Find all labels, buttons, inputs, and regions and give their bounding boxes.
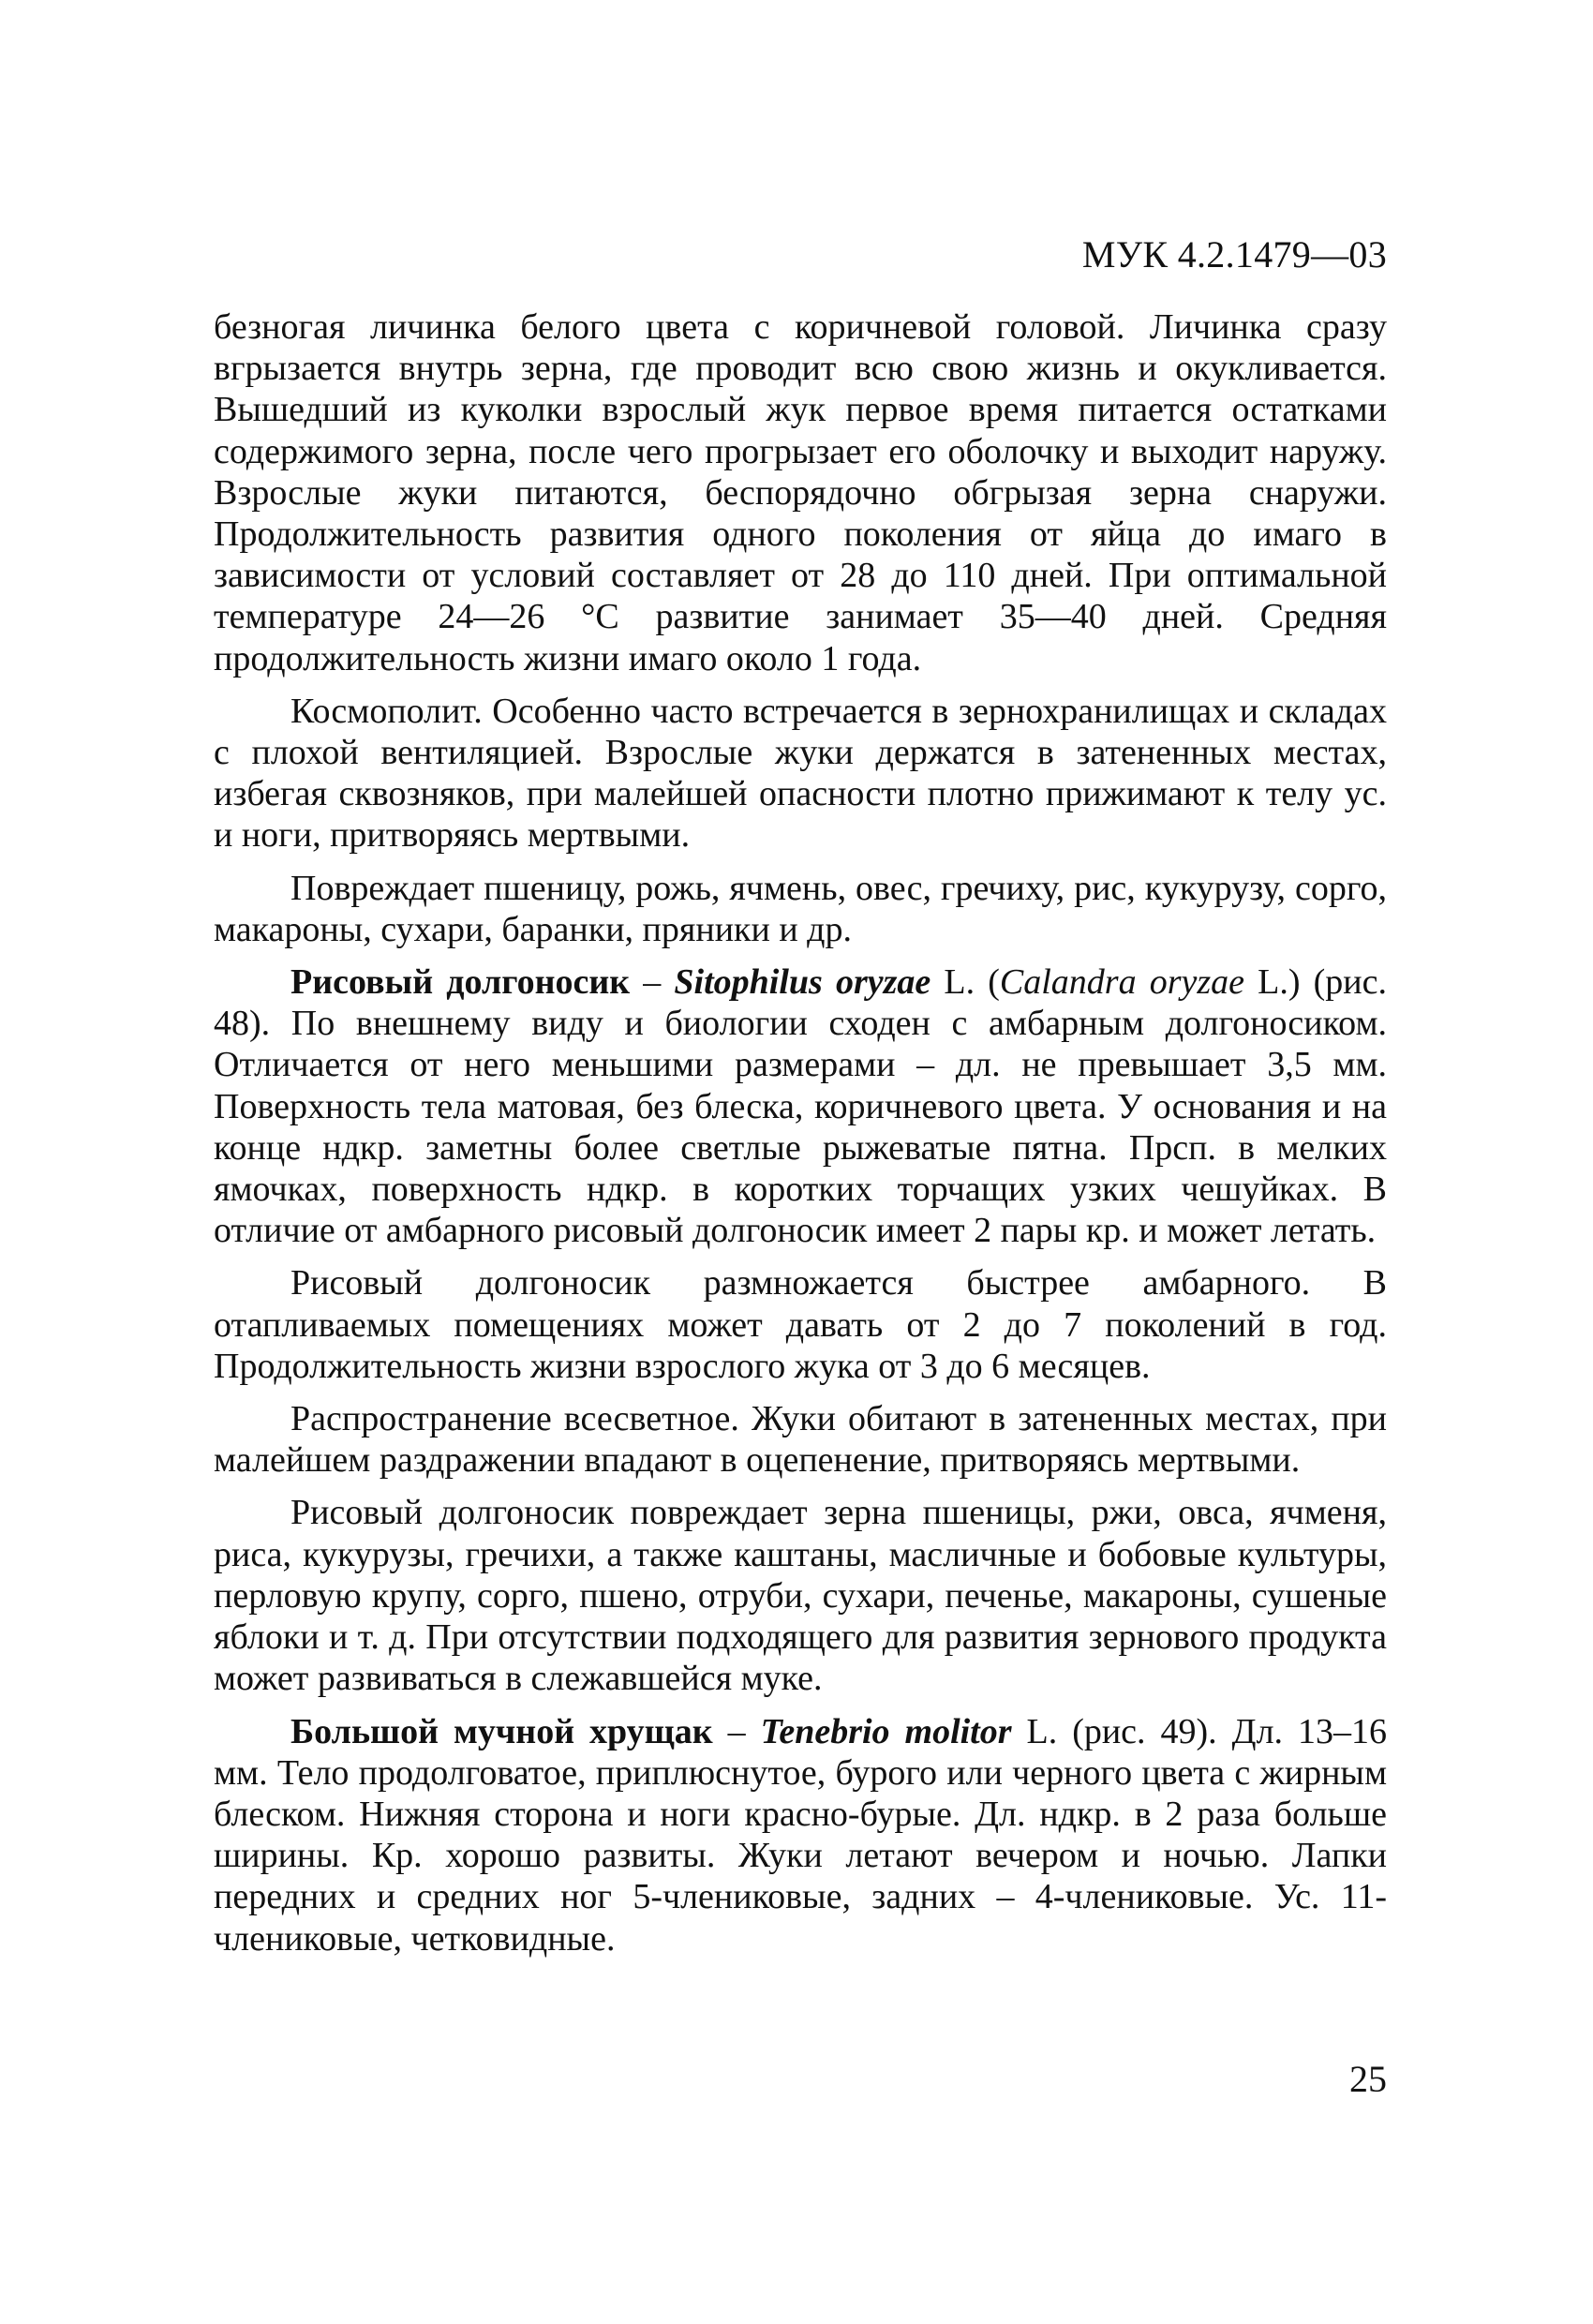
latin-name-calandra: Calandra oryzae (999, 962, 1245, 1003)
paragraph-mealworm-beetle (214, 1711, 1387, 1959)
page-number: 25 (1349, 2058, 1387, 2100)
species-name-mealworm: Большой мучной хрущак (290, 1711, 713, 1751)
paragraph-larva-development: безногая личинка белого цвета с коричневой головой. Личинка сразу вгрызается внутрь зерна, где проводит всю свою жизнь и окукливается. Вышедший из куколки взрослый жук первое время питается остатками содержимого зерна, после чего прогрызает его оболочку и выходит наружу. Взрослые жуки питаются, беспорядочно обгрызая зерна снаружи. Продолжительность развития одного поколения от яйца до имаго в зависимости от условий составляет от 28 до 110 дней. При оптимальной температуре 24—26 °С развитие занимает 35—40 дней. Средняя продолжительность жизни имаго около 1 года. (214, 307, 1387, 678)
paragraph-rice-weevil (214, 961, 1387, 1251)
latin-name-tenebrio: Tenebrio molitor (760, 1711, 1012, 1751)
dash: – (712, 1711, 761, 1751)
latin-name-sitophilus: Sitophilus oryzae (674, 962, 931, 1003)
species-name-rice-weevil: Рисовый долгоносик (290, 962, 631, 1003)
paragraph-rice-weevil-distribution: Распространение всесветное. Жуки обитают в затененных местах, при малейшем раздражении впадают в оцепенение, притворяясь мертвыми. (214, 1399, 1387, 1481)
document-code-header: МУК 4.2.1479—03 (1081, 233, 1387, 276)
body-text (214, 306, 1387, 1971)
paragraph-rice-weevil-reproduction: Рисовый долгоносик размножается быстрее амбарного. В отапливаемых помещениях может давать от 2 до 7 поколений в год. Продолжительность жизни взрослого жука от 3 до 6 месяцев. (214, 1263, 1387, 1386)
rice-weevil-description: L.) (рис. 48). По внешнему виду и биологии сходен с амбарным долгоносиком. Отличается от него меньшими размерами – дл. не превышает 3,5 мм. Поверхность тела матовая, без блеска, коричневого цвета. У основания и на конце ндкр. заметны более светлые рыжеватые пятна. Прсп. в мелких ямочках, поверхность ндкр. в коротких торчащих узких чешуйках. В отличие от амбарного рисовый долгоносик имеет 2 пары кр. и может летать. (214, 962, 1388, 1251)
mealworm-description: L. (рис. 49). Дл. 13–16 мм. Тело продолговатое, приплюснутое, бурого или черного цвета с жирным блеском. Нижняя сторона и ноги красно-бурые. Дл. ндкр. в 2 раза больше ширины. Кр. хорошо развиты. Жуки летают вечером и ночью. Лапки передних и средних ног 5-члениковые, задних – 4-члениковые. Ус. 11-члениковые, четковидные. (214, 1711, 1387, 1959)
paragraph-distribution: Космополит. Особенно часто встречается в зернохранилищах и складах с плохой вентиляцией. Взрослые жуки держатся в затененных местах, избегая сквозняков, при малейшей опасности плотно прижимают к телу ус. и ноги, притворяясь мертвыми. (214, 691, 1387, 856)
author-text: L. ( (930, 962, 1000, 1003)
paragraph-damage: Повреждает пшеницу, рожь, ячмень, овес, гречиху, рис, кукурузу, сорго, макароны, сухари, баранки, пряники и др. (214, 868, 1387, 949)
paragraph-rice-weevil-damage: Рисовый долгоносик повреждает зерна пшеницы, ржи, овса, ячменя, риса, кукурузы, гречихи, а также каштаны, масличные и бобовые культуры, перловую крупу, сорго, пшено, отруби, сухари, печенье, макароны, сушеные яблоки и т. д. При отсутствии подходящего для развития зернового продукта может развиваться в слежавшейся муке. (214, 1493, 1387, 1699)
dash: – (630, 962, 675, 1003)
